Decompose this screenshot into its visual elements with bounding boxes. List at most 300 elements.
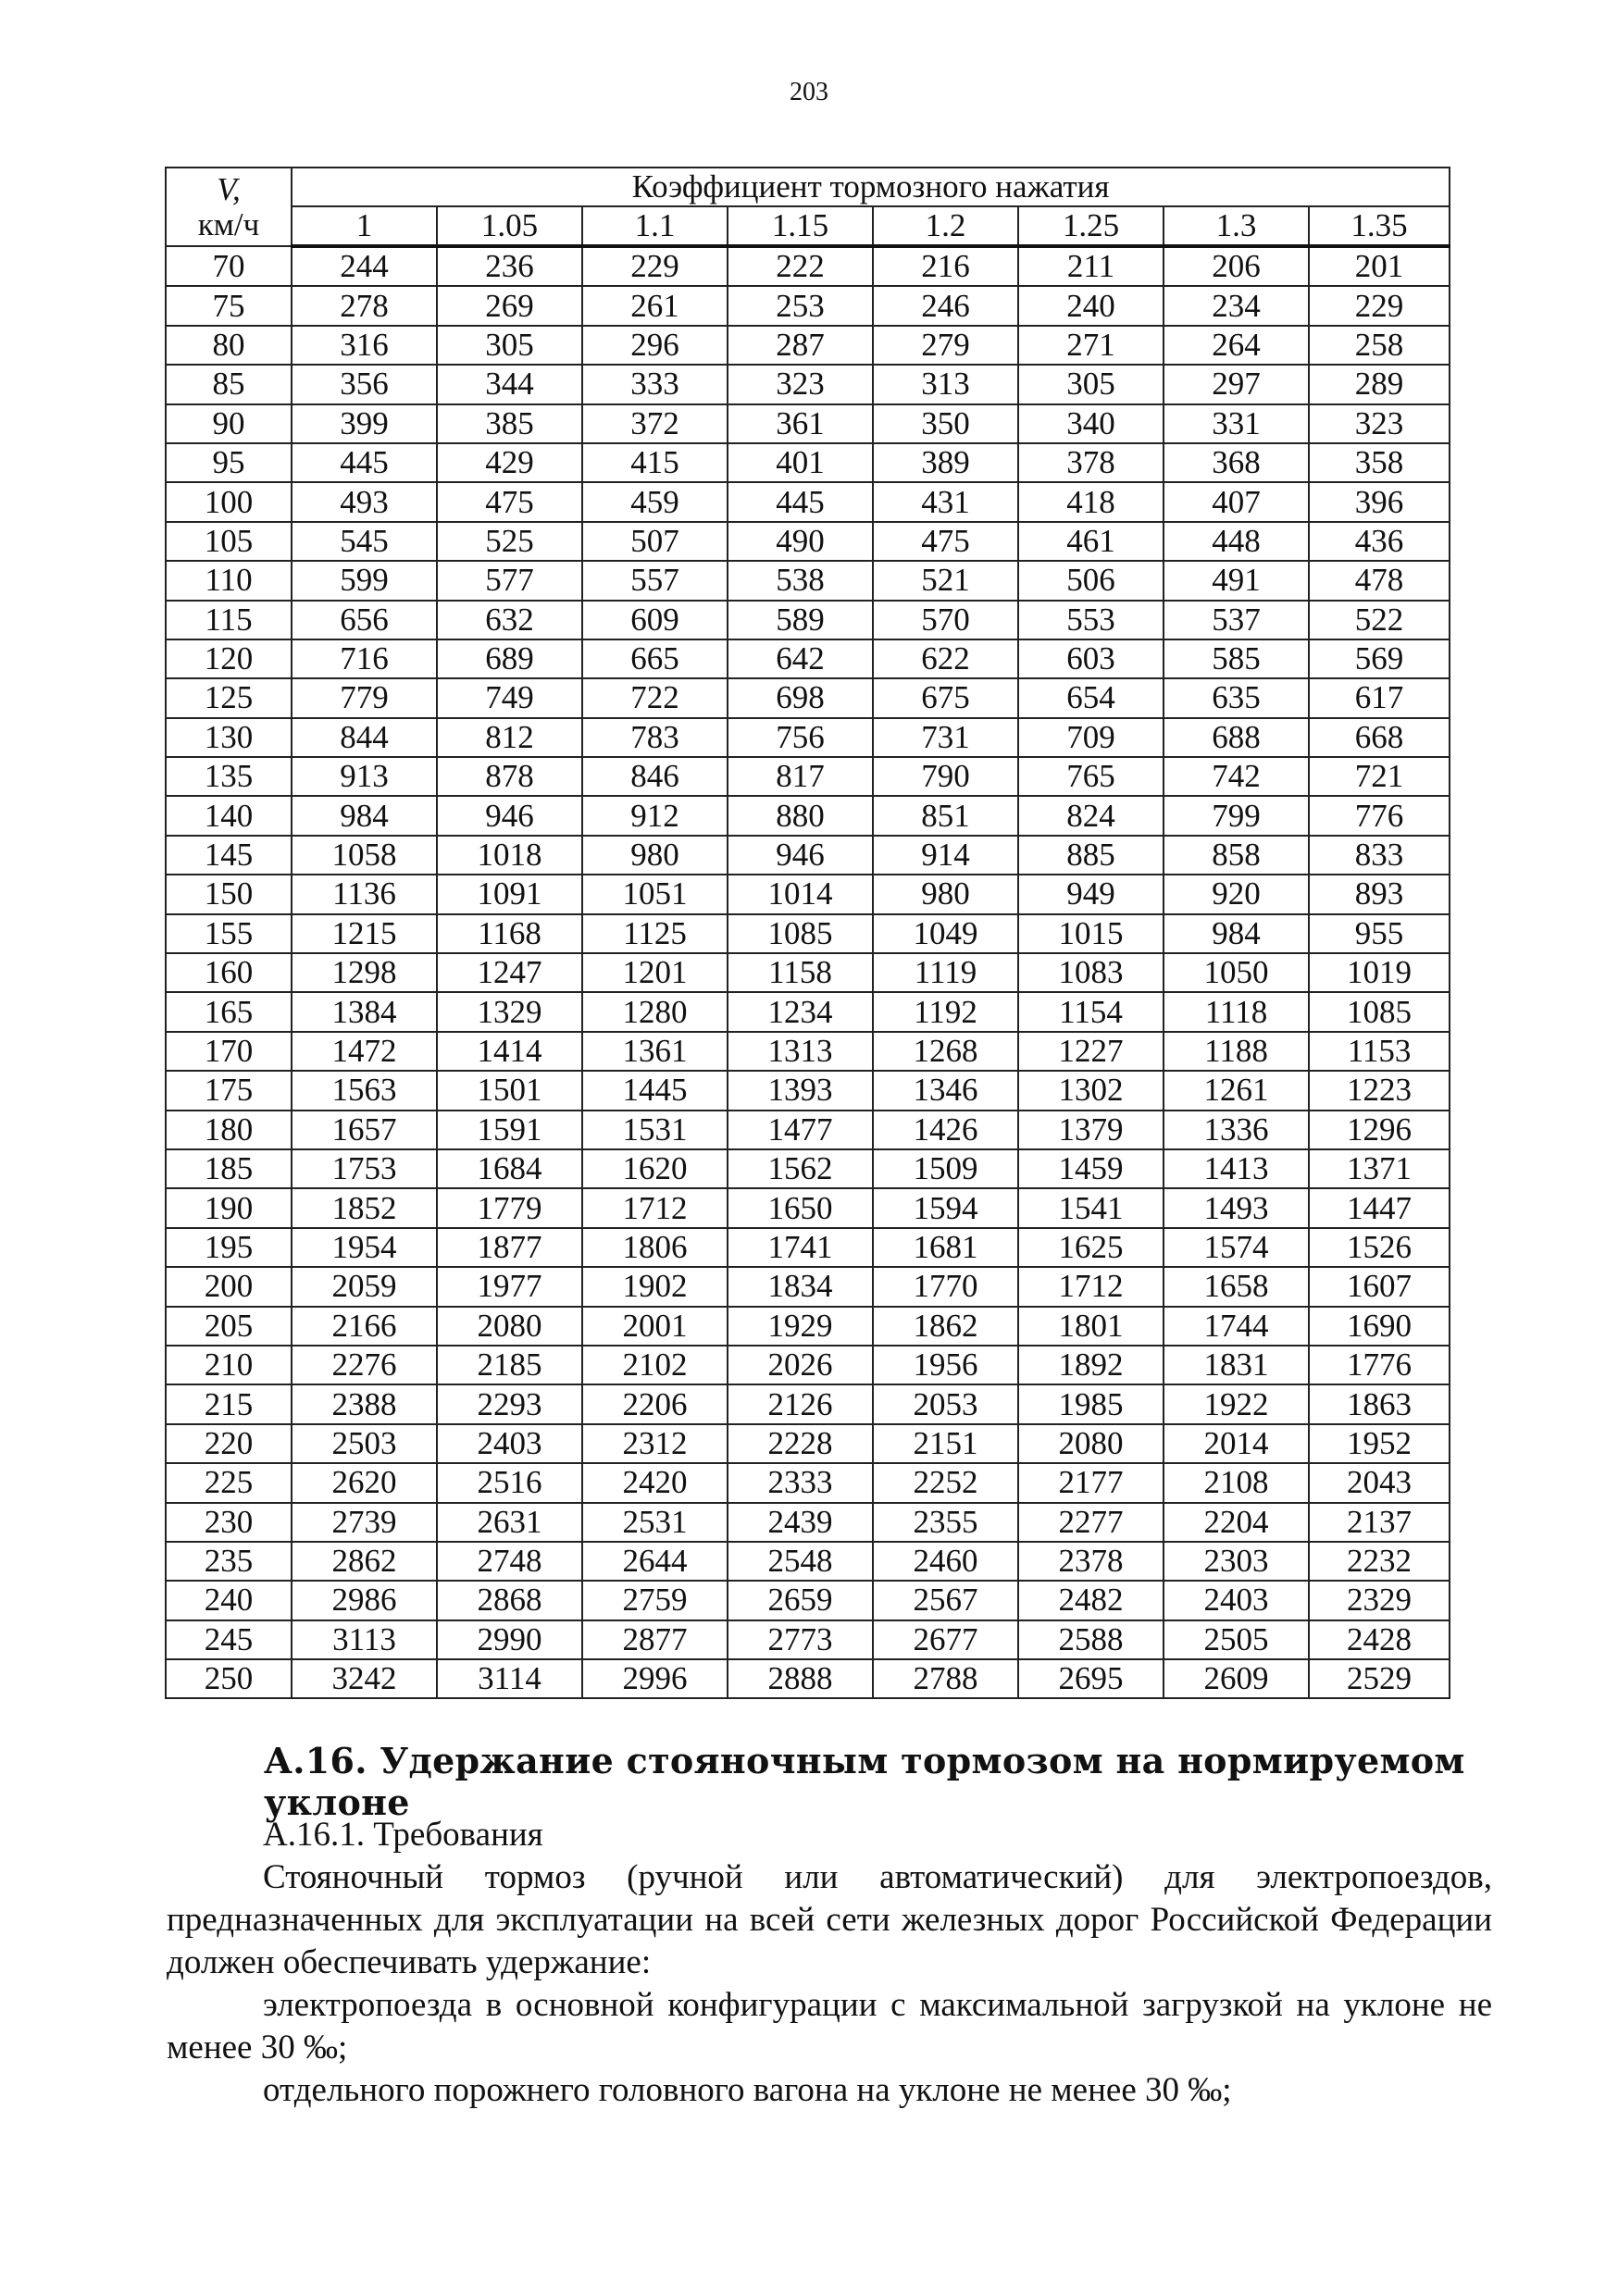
speed-cell: 75 <box>166 286 292 325</box>
distance-cell: 2166 <box>292 1307 437 1346</box>
distance-cell: 790 <box>873 757 1018 796</box>
distance-cell: 553 <box>1018 601 1164 639</box>
coefficient-header-cell: 1.3 <box>1164 206 1309 246</box>
distance-cell: 1085 <box>1309 992 1450 1031</box>
distance-cell: 521 <box>873 561 1018 600</box>
speed-cell: 150 <box>166 875 292 913</box>
coefficient-header-cell: 1.35 <box>1309 206 1450 246</box>
speed-cell: 220 <box>166 1424 292 1463</box>
distance-cell: 1712 <box>1018 1267 1164 1306</box>
distance-cell: 234 <box>1164 286 1309 325</box>
distance-cell: 1625 <box>1018 1228 1164 1267</box>
distance-cell: 570 <box>873 601 1018 639</box>
distance-cell: 1902 <box>582 1267 728 1306</box>
coefficient-header-cell: 1.25 <box>1018 206 1164 246</box>
distance-cell: 1562 <box>728 1149 873 1188</box>
distance-cell: 2080 <box>1018 1424 1164 1463</box>
distance-cell: 2177 <box>1018 1463 1164 1502</box>
distance-cell: 2053 <box>873 1384 1018 1423</box>
distance-cell: 949 <box>1018 875 1164 913</box>
distance-cell: 2739 <box>292 1503 437 1542</box>
distance-cell: 278 <box>292 286 437 325</box>
distance-cell: 765 <box>1018 757 1164 796</box>
distance-cell: 1681 <box>873 1228 1018 1267</box>
distance-cell: 2529 <box>1309 1659 1450 1698</box>
distance-cell: 378 <box>1018 443 1164 482</box>
distance-cell: 946 <box>437 796 582 835</box>
distance-cell: 269 <box>437 286 582 325</box>
coefficient-header-cell: 1.05 <box>437 206 582 246</box>
table-row <box>166 326 1450 365</box>
table-row <box>166 757 1450 796</box>
distance-cell: 656 <box>292 601 437 639</box>
table-row <box>166 1424 1450 1463</box>
table-row <box>166 1384 1450 1423</box>
speed-cell: 215 <box>166 1384 292 1423</box>
distance-cell: 2293 <box>437 1384 582 1423</box>
distance-cell: 1125 <box>582 914 728 953</box>
distance-cell: 946 <box>728 836 873 875</box>
distance-cell: 1049 <box>873 914 1018 953</box>
distance-cell: 1658 <box>1164 1267 1309 1306</box>
distance-cell: 244 <box>292 246 437 286</box>
distance-cell: 2644 <box>582 1542 728 1581</box>
distance-cell: 2505 <box>1164 1620 1309 1659</box>
distance-cell: 368 <box>1164 443 1309 482</box>
distance-cell: 323 <box>728 365 873 403</box>
table-row <box>166 1149 1450 1188</box>
table-row <box>166 836 1450 875</box>
table-row <box>166 365 1450 403</box>
distance-cell: 1447 <box>1309 1188 1450 1227</box>
distance-cell: 642 <box>728 639 873 678</box>
distance-cell: 356 <box>292 365 437 403</box>
distance-cell: 1158 <box>728 953 873 992</box>
distance-cell: 538 <box>728 561 873 600</box>
paragraph-requirements: Стояночный тормоз (ручной или автоматический) для электропоездов, предназначенных для эксплуатации на всей сети железных дорог Российской Федерации должен обеспечивать удержание: <box>167 1858 1492 1981</box>
distance-cell: 2990 <box>437 1620 582 1659</box>
distance-cell: 2888 <box>728 1659 873 1698</box>
distance-cell: 271 <box>1018 326 1164 365</box>
distance-cell: 779 <box>292 678 437 717</box>
distance-cell: 689 <box>437 639 582 678</box>
distance-cell: 722 <box>582 678 728 717</box>
table-row <box>166 522 1450 561</box>
distance-cell: 599 <box>292 561 437 600</box>
speed-cell: 195 <box>166 1228 292 1267</box>
distance-cell: 1744 <box>1164 1307 1309 1346</box>
distance-cell: 2277 <box>1018 1503 1164 1542</box>
distance-cell: 1712 <box>582 1188 728 1227</box>
distance-cell: 1136 <box>292 875 437 913</box>
table-row <box>166 1032 1450 1071</box>
distance-cell: 1091 <box>437 875 582 913</box>
distance-cell: 206 <box>1164 246 1309 286</box>
distance-cell: 1591 <box>437 1111 582 1149</box>
distance-cell: 654 <box>1018 678 1164 717</box>
distance-cell: 2137 <box>1309 1503 1450 1542</box>
distance-cell: 305 <box>1018 365 1164 403</box>
distance-cell: 313 <box>873 365 1018 403</box>
distance-cell: 2001 <box>582 1307 728 1346</box>
speed-unit: км/ч <box>197 205 260 242</box>
distance-cell: 297 <box>1164 365 1309 403</box>
distance-cell: 2460 <box>873 1542 1018 1581</box>
distance-cell: 2108 <box>1164 1463 1309 1502</box>
distance-cell: 2759 <box>582 1581 728 1620</box>
speed-cell: 180 <box>166 1111 292 1149</box>
speed-cell: 145 <box>166 836 292 875</box>
distance-cell: 569 <box>1309 639 1450 678</box>
distance-cell: 1168 <box>437 914 582 953</box>
distance-cell: 955 <box>1309 914 1450 953</box>
distance-cell: 2862 <box>292 1542 437 1581</box>
distance-cell: 812 <box>437 718 582 757</box>
distance-cell: 358 <box>1309 443 1450 482</box>
distance-cell: 333 <box>582 365 728 403</box>
distance-cell: 1956 <box>873 1346 1018 1384</box>
distance-cell: 305 <box>437 326 582 365</box>
table-row <box>166 992 1450 1031</box>
distance-cell: 431 <box>873 482 1018 521</box>
table-row <box>166 1267 1450 1306</box>
distance-cell: 1234 <box>728 992 873 1031</box>
list-item-head-car: отдельного порожнего головного вагона на уклоне не менее 30 ‰; <box>263 2071 1232 2109</box>
speed-column-header <box>166 168 292 246</box>
table-row <box>166 953 1450 992</box>
distance-cell: 2378 <box>1018 1542 1164 1581</box>
distance-cell: 2677 <box>873 1620 1018 1659</box>
distance-cell: 415 <box>582 443 728 482</box>
distance-cell: 240 <box>1018 286 1164 325</box>
distance-cell: 858 <box>1164 836 1309 875</box>
speed-cell: 115 <box>166 601 292 639</box>
distance-cell: 229 <box>582 246 728 286</box>
distance-cell: 589 <box>728 601 873 639</box>
distance-cell: 1247 <box>437 953 582 992</box>
distance-cell: 1118 <box>1164 992 1309 1031</box>
distance-cell: 229 <box>1309 286 1450 325</box>
distance-cell: 2206 <box>582 1384 728 1423</box>
distance-cell: 2428 <box>1309 1620 1450 1659</box>
coefficient-header-cell: 1.15 <box>728 206 873 246</box>
distance-cell: 1014 <box>728 875 873 913</box>
distance-cell: 1119 <box>873 953 1018 992</box>
distance-cell: 1058 <box>292 836 437 875</box>
table-row <box>166 1228 1450 1267</box>
table-body <box>166 246 1450 1698</box>
distance-cell: 749 <box>437 678 582 717</box>
distance-cell: 396 <box>1309 482 1450 521</box>
table-row <box>166 1463 1450 1502</box>
distance-cell: 2185 <box>437 1346 582 1384</box>
distance-cell: 537 <box>1164 601 1309 639</box>
distance-cell: 2043 <box>1309 1463 1450 1502</box>
speed-cell: 70 <box>166 246 292 286</box>
distance-cell: 211 <box>1018 246 1164 286</box>
distance-cell: 2748 <box>437 1542 582 1581</box>
distance-cell: 1298 <box>292 953 437 992</box>
distance-cell: 1280 <box>582 992 728 1031</box>
distance-cell: 216 <box>873 246 1018 286</box>
table-row <box>166 601 1450 639</box>
distance-cell: 2439 <box>728 1503 873 1542</box>
distance-cell: 1361 <box>582 1032 728 1071</box>
distance-cell: 2329 <box>1309 1581 1450 1620</box>
distance-cell: 920 <box>1164 875 1309 913</box>
distance-cell: 1015 <box>1018 914 1164 953</box>
speed-cell: 190 <box>166 1188 292 1227</box>
distance-cell: 372 <box>582 404 728 443</box>
distance-cell: 1018 <box>437 836 582 875</box>
distance-cell: 236 <box>437 246 582 286</box>
speed-cell: 170 <box>166 1032 292 1071</box>
table-row <box>166 1620 1450 1659</box>
distance-cell: 3242 <box>292 1659 437 1698</box>
distance-cell: 1531 <box>582 1111 728 1149</box>
distance-cell: 522 <box>1309 601 1450 639</box>
distance-cell: 1801 <box>1018 1307 1164 1346</box>
page-number: 203 <box>790 78 828 106</box>
distance-cell: 1445 <box>582 1071 728 1110</box>
list-item-train: электропоезда в основной конфигурации с максимальной загрузкой на уклоне не менее 30 ‰; <box>167 1986 1492 2066</box>
distance-cell: 1779 <box>437 1188 582 1227</box>
distance-cell: 1690 <box>1309 1307 1450 1346</box>
distance-cell: 1594 <box>873 1188 1018 1227</box>
distance-cell: 261 <box>582 286 728 325</box>
distance-cell: 1019 <box>1309 953 1450 992</box>
distance-cell: 1526 <box>1309 1228 1450 1267</box>
distance-cell: 1371 <box>1309 1149 1450 1188</box>
distance-cell: 2877 <box>582 1620 728 1659</box>
distance-cell: 401 <box>728 443 873 482</box>
distance-cell: 817 <box>728 757 873 796</box>
coefficient-header-cell: 1 <box>292 206 437 246</box>
speed-cell: 235 <box>166 1542 292 1581</box>
table-row <box>166 246 1450 286</box>
distance-cell: 331 <box>1164 404 1309 443</box>
distance-cell: 2996 <box>582 1659 728 1698</box>
distance-cell: 2388 <box>292 1384 437 1423</box>
distance-cell: 1753 <box>292 1149 437 1188</box>
distance-cell: 603 <box>1018 639 1164 678</box>
coefficient-header-row <box>166 206 1450 246</box>
distance-cell: 1862 <box>873 1307 1018 1346</box>
distance-cell: 1085 <box>728 914 873 953</box>
distance-cell: 2567 <box>873 1581 1018 1620</box>
table-row <box>166 286 1450 325</box>
distance-cell: 984 <box>292 796 437 835</box>
distance-cell: 756 <box>728 718 873 757</box>
distance-cell: 1296 <box>1309 1111 1450 1149</box>
table-row <box>166 1307 1450 1346</box>
speed-cell: 100 <box>166 482 292 521</box>
distance-cell: 893 <box>1309 875 1450 913</box>
distance-cell: 914 <box>873 836 1018 875</box>
distance-cell: 316 <box>292 326 437 365</box>
distance-cell: 1541 <box>1018 1188 1164 1227</box>
distance-cell: 1393 <box>728 1071 873 1110</box>
distance-cell: 622 <box>873 639 1018 678</box>
distance-cell: 2126 <box>728 1384 873 1423</box>
distance-cell: 609 <box>582 601 728 639</box>
distance-cell: 980 <box>582 836 728 875</box>
table-row <box>166 1111 1450 1149</box>
distance-cell: 407 <box>1164 482 1309 521</box>
distance-cell: 2773 <box>728 1620 873 1659</box>
distance-cell: 1831 <box>1164 1346 1309 1384</box>
distance-cell: 287 <box>728 326 873 365</box>
table-row <box>166 1542 1450 1581</box>
distance-cell: 448 <box>1164 522 1309 561</box>
distance-cell: 1050 <box>1164 953 1309 992</box>
distance-cell: 2986 <box>292 1581 437 1620</box>
distance-cell: 1472 <box>292 1032 437 1071</box>
speed-cell: 140 <box>166 796 292 835</box>
distance-cell: 350 <box>873 404 1018 443</box>
distance-cell: 1607 <box>1309 1267 1450 1306</box>
distance-cell: 445 <box>292 443 437 482</box>
distance-cell: 1188 <box>1164 1032 1309 1071</box>
distance-cell: 1863 <box>1309 1384 1450 1423</box>
distance-cell: 2014 <box>1164 1424 1309 1463</box>
table-row <box>166 1503 1450 1542</box>
distance-cell: 1834 <box>728 1267 873 1306</box>
distance-cell: 2609 <box>1164 1659 1309 1698</box>
distance-cell: 2695 <box>1018 1659 1164 1698</box>
speed-cell: 85 <box>166 365 292 403</box>
distance-cell: 731 <box>873 718 1018 757</box>
distance-cell: 1223 <box>1309 1071 1450 1110</box>
distance-cell: 507 <box>582 522 728 561</box>
distance-cell: 1261 <box>1164 1071 1309 1110</box>
speed-cell: 210 <box>166 1346 292 1384</box>
distance-cell: 436 <box>1309 522 1450 561</box>
distance-cell: 429 <box>437 443 582 482</box>
distance-cell: 698 <box>728 678 873 717</box>
distance-cell: 1268 <box>873 1032 1018 1071</box>
speed-cell: 245 <box>166 1620 292 1659</box>
distance-cell: 1227 <box>1018 1032 1164 1071</box>
distance-cell: 1329 <box>437 992 582 1031</box>
distance-cell: 1413 <box>1164 1149 1309 1188</box>
distance-cell: 399 <box>292 404 437 443</box>
distance-cell: 675 <box>873 678 1018 717</box>
distance-cell: 844 <box>292 718 437 757</box>
distance-cell: 1952 <box>1309 1424 1450 1463</box>
distance-cell: 716 <box>292 639 437 678</box>
distance-cell: 668 <box>1309 718 1450 757</box>
distance-cell: 1657 <box>292 1111 437 1149</box>
distance-cell: 617 <box>1309 678 1450 717</box>
distance-cell: 885 <box>1018 836 1164 875</box>
distance-cell: 1684 <box>437 1149 582 1188</box>
distance-cell: 2102 <box>582 1346 728 1384</box>
distance-cell: 776 <box>1309 796 1450 835</box>
distance-cell: 1215 <box>292 914 437 953</box>
table-row <box>166 1071 1450 1110</box>
distance-cell: 1977 <box>437 1267 582 1306</box>
distance-cell: 912 <box>582 796 728 835</box>
distance-cell: 1336 <box>1164 1111 1309 1149</box>
distance-cell: 461 <box>1018 522 1164 561</box>
speed-cell: 95 <box>166 443 292 482</box>
distance-cell: 389 <box>873 443 1018 482</box>
distance-cell: 2333 <box>728 1463 873 1502</box>
distance-cell: 1741 <box>728 1228 873 1267</box>
distance-cell: 201 <box>1309 246 1450 286</box>
distance-cell: 2080 <box>437 1307 582 1346</box>
speed-cell: 155 <box>166 914 292 953</box>
distance-cell: 296 <box>582 326 728 365</box>
subsection-title: А.16.1. Требования <box>263 1816 543 1854</box>
distance-cell: 258 <box>1309 326 1450 365</box>
distance-cell: 1574 <box>1164 1228 1309 1267</box>
speed-cell: 80 <box>166 326 292 365</box>
speed-cell: 185 <box>166 1149 292 1188</box>
distance-cell: 2355 <box>873 1503 1018 1542</box>
distance-cell: 577 <box>437 561 582 600</box>
distance-cell: 2620 <box>292 1463 437 1502</box>
distance-cell: 709 <box>1018 718 1164 757</box>
distance-cell: 1477 <box>728 1111 873 1149</box>
distance-cell: 2516 <box>437 1463 582 1502</box>
distance-cell: 1929 <box>728 1307 873 1346</box>
speed-cell: 240 <box>166 1581 292 1620</box>
distance-cell: 1379 <box>1018 1111 1164 1149</box>
distance-cell: 1493 <box>1164 1188 1309 1227</box>
distance-cell: 585 <box>1164 639 1309 678</box>
distance-cell: 1153 <box>1309 1032 1450 1071</box>
speed-cell: 200 <box>166 1267 292 1306</box>
distance-cell: 1892 <box>1018 1346 1164 1384</box>
distance-cell: 361 <box>728 404 873 443</box>
speed-cell: 110 <box>166 561 292 600</box>
table-row <box>166 639 1450 678</box>
coefficient-header-cell: 1.1 <box>582 206 728 246</box>
distance-cell: 279 <box>873 326 1018 365</box>
distance-cell: 2026 <box>728 1346 873 1384</box>
speed-cell: 165 <box>166 992 292 1031</box>
distance-cell: 490 <box>728 522 873 561</box>
distance-cell: 2420 <box>582 1463 728 1502</box>
distance-cell: 2252 <box>873 1463 1018 1502</box>
table-row <box>166 1581 1450 1620</box>
distance-cell: 323 <box>1309 404 1450 443</box>
distance-cell: 2788 <box>873 1659 1018 1698</box>
braking-distance-table <box>165 167 1450 1699</box>
table-row <box>166 561 1450 600</box>
distance-cell: 1650 <box>728 1188 873 1227</box>
distance-cell: 2403 <box>437 1424 582 1463</box>
distance-cell: 1776 <box>1309 1346 1450 1384</box>
distance-cell: 783 <box>582 718 728 757</box>
distance-cell: 1954 <box>292 1228 437 1267</box>
speed-cell: 160 <box>166 953 292 992</box>
distance-cell: 506 <box>1018 561 1164 600</box>
distance-cell: 557 <box>582 561 728 600</box>
distance-cell: 1509 <box>873 1149 1018 1188</box>
distance-cell: 493 <box>292 482 437 521</box>
distance-cell: 289 <box>1309 365 1450 403</box>
distance-cell: 632 <box>437 601 582 639</box>
distance-cell: 913 <box>292 757 437 796</box>
speed-symbol: V, <box>217 170 241 207</box>
distance-cell: 878 <box>437 757 582 796</box>
speed-cell: 175 <box>166 1071 292 1110</box>
distance-cell: 222 <box>728 246 873 286</box>
distance-cell: 2482 <box>1018 1581 1164 1620</box>
